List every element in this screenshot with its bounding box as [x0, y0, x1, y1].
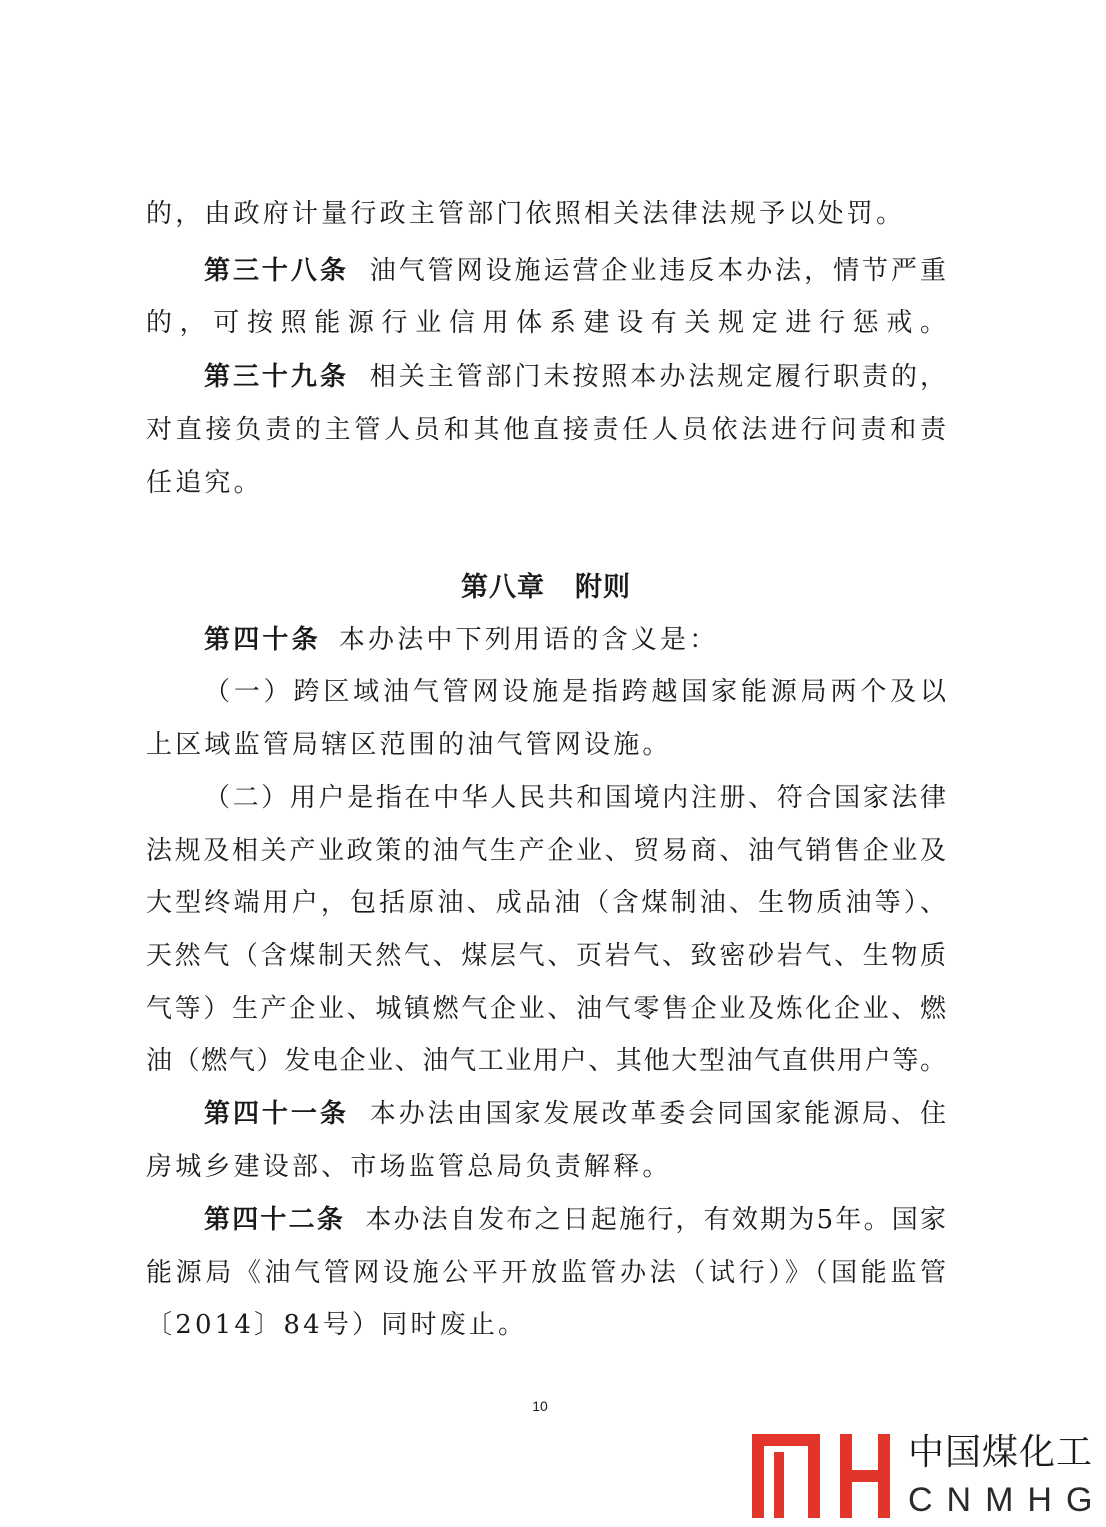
article-41-text: 本办法由国家发展改革委会同国家能源局、住: [366, 1099, 946, 1129]
paragraph-line: 油（燃气）发电企业、油气工业用户、其他大型油气直供用户等。: [146, 1046, 946, 1076]
logo-name-cn: 中国煤化工: [908, 1432, 1094, 1473]
paragraph-line: 大型终端用户，包括原油、成品油（含煤制油、生物质油等）、: [146, 888, 946, 918]
paragraph-line: 法规及相关产业政策的油气生产企业、贸易商、油气销售企业及: [146, 836, 946, 866]
article-41-title: 第四十一条: [204, 1099, 349, 1129]
article-39-text: 相关主管部门未按照本办法规定履行职责的，: [366, 362, 946, 392]
article-38-text: 油气管网设施运营企业违反本办法，情节严重: [366, 256, 946, 286]
article-40: [204, 622, 718, 658]
definition-item-2: （二）用户是指在中华人民共和国境内注册、符合国家法律: [204, 783, 946, 813]
paragraph-line: 的，由政府计量行政主管部门依照相关法律法规予以处罚。: [146, 199, 906, 229]
paragraph-line: 的，可按照能源行业信用体系建设有关规定进行惩戒。: [146, 308, 946, 338]
paragraph-line: 任追究。: [146, 468, 263, 498]
article-40-title: 第四十条: [204, 625, 321, 655]
chapter-heading: [146, 570, 946, 606]
article-42-text: 本办法自发布之日起施行，有效期为5年。国家: [363, 1205, 946, 1235]
cnmhg-logo: [748, 1430, 1106, 1522]
chapter-number: 第八章: [461, 572, 545, 603]
article-40-text: 本办法中下列用语的含义是：: [338, 625, 719, 655]
paragraph-line: 气等）生产企业、城镇燃气企业、油气零售企业及炼化企业、燃: [146, 994, 946, 1024]
definition-item-1: （一）跨区域油气管网设施是指跨越国家能源局两个及以: [204, 677, 946, 707]
cnmhg-logo-mark-icon: [748, 1430, 898, 1522]
logo-name-en: CNMHG: [908, 1481, 1106, 1519]
paragraph-line: 房城乡建设部、市场监管总局负责解释。: [146, 1152, 672, 1182]
paragraph-line: 〔2014〕84号）同时废止。: [146, 1310, 528, 1340]
article-41: [204, 1096, 946, 1132]
article-38: [204, 253, 946, 289]
paragraph-line: 能源局《油气管网设施公平开放监管办法（试行）》（国能监管: [146, 1258, 946, 1288]
chapter-title: 附则: [575, 572, 631, 603]
article-42-title: 第四十二条: [204, 1205, 346, 1235]
paragraph-line: 上区域监管局辖区范围的油气管网设施。: [146, 730, 672, 760]
paragraph-line: 对直接负责的主管人员和其他直接责任人员依法进行问责和责: [146, 415, 946, 445]
article-38-title: 第三十八条: [204, 256, 349, 286]
article-39: [204, 359, 946, 395]
paragraph-line: 天然气（含煤制天然气、煤层气、页岩气、致密砂岩气、生物质: [146, 941, 946, 971]
page-number: 10: [532, 1398, 548, 1414]
article-42: [204, 1202, 946, 1238]
article-39-title: 第三十九条: [204, 362, 349, 392]
